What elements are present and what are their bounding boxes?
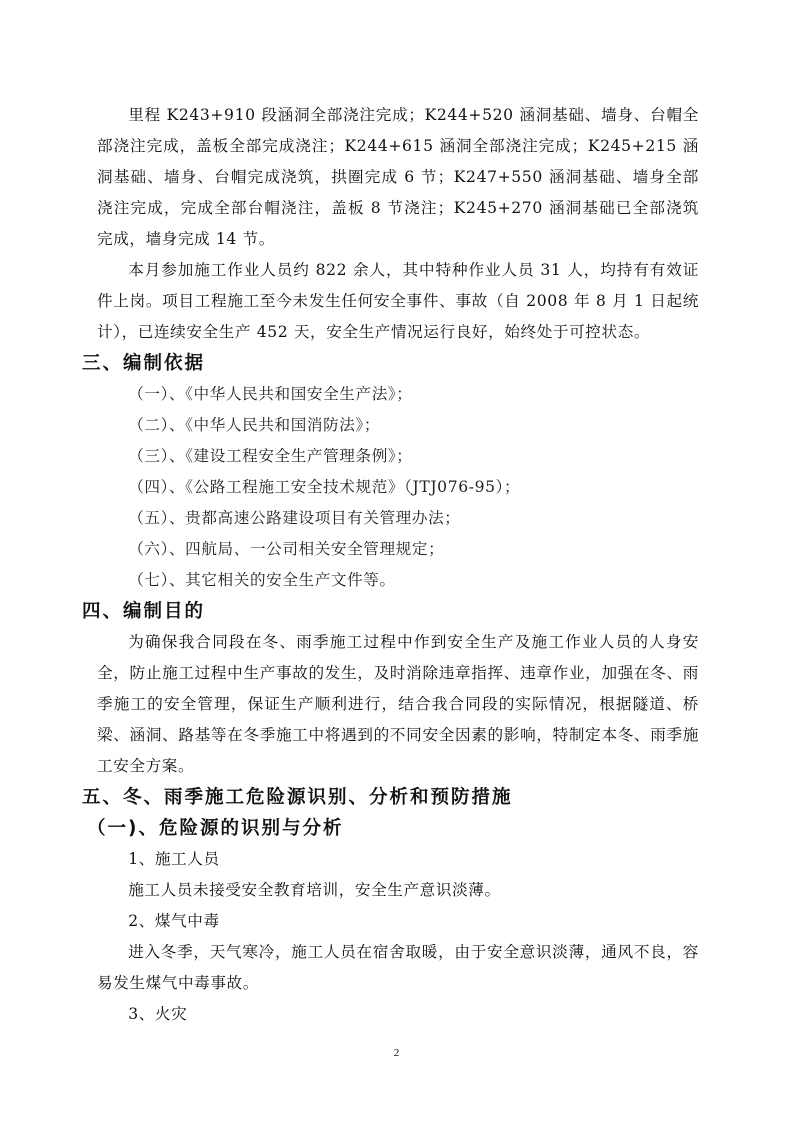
basis-item: （七）、其它相关的安全生产文件等。 xyxy=(128,571,396,589)
section-heading-basis: 三、编制依据 xyxy=(82,353,206,374)
subsection-heading-identification: （一)、危险源的识别与分析 xyxy=(87,818,344,839)
basis-item: （三）、《建设工程安全生产管理条例》； xyxy=(128,447,413,465)
hazard-title: 2、煤气中毒 xyxy=(128,912,220,930)
basis-item: （六）、四航局、一公司相关安全管理规定； xyxy=(128,540,445,558)
section-heading-purpose: 四、编制目的 xyxy=(82,601,206,622)
paragraph-progress: 里程 K243+910 段涵洞全部浇注完成；K244+520 涵洞基础、墙身、台帽全部浇注完成，盖板全部完成浇注；K244+615 涵洞全部浇注完成；K245+215 涵洞基础、墙身、台帽完成浇筑，拱圈完成 6 节；K247+550 涵洞基础、墙身全部浇注完成，完成全部台帽浇注，盖板 8 节浇注；K245+270 涵洞基础已全部浇筑完成，墙身完成 14 节。 xyxy=(97,106,699,248)
basis-item: （二）、《中华人民共和国消防法》； xyxy=(128,416,381,434)
hazard-title: 1、施工人员 xyxy=(128,850,220,868)
basis-item: （四）、《公路工程施工安全技术规范》（JTJ076-95）； xyxy=(128,478,521,496)
section-heading-hazards: 五、冬、雨季施工危险源识别、分析和预防措施 xyxy=(82,787,513,808)
page-number: 2 xyxy=(393,1047,400,1059)
basis-item: （一）、《中华人民共和国安全生产法》； xyxy=(128,385,413,403)
hazard-body: 施工人员未接受安全教育培训，安全生产意识淡薄。 xyxy=(128,881,501,899)
hazard-title: 3、火灾 xyxy=(128,1005,188,1023)
paragraph-personnel: 本月参加施工作业人员约 822 余人，其中特种作业人员 31 人，均持有有效证件上岗。项目工程施工至今未发生任何安全事件、事故（自 2008 年 8 月 1 日起统计），已连续安全生产 452 天，安全生产情况运行良好，始终处于可控状态。 xyxy=(97,261,699,341)
paragraph-purpose: 为确保我合同段在冬、雨季施工过程中作到安全生产及施工作业人员的人身安全，防止施工过程中生产事故的发生，及时消除违章指挥、违章作业，加强在冬、雨季施工的安全管理，保证生产顺利进行，结合我合同段的实际情况，根据隧道、桥梁、涵洞、路基等在冬季施工中将遇到的不同安全因素的影响，特制定本冬、雨季施工安全方案。 xyxy=(97,633,699,775)
document-page xyxy=(82,100,699,1030)
hazard-body: 进入冬季，天气寒冷，施工人员在宿舍取暖，由于安全意识淡薄，通风不良，容易发生煤气中毒事故。 xyxy=(97,943,699,992)
basis-item: （五）、贵都高速公路建设项目有关管理办法； xyxy=(128,509,461,527)
